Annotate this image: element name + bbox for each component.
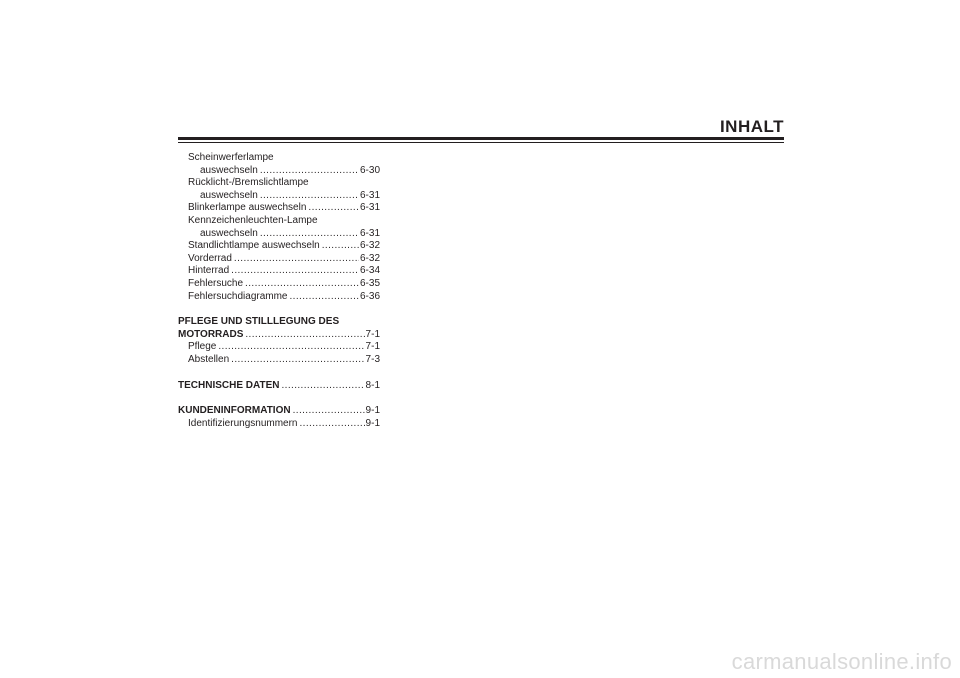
toc-entry-standlicht[interactable]: Standlichtlampe auswechseln ..... 6-32 [178, 240, 380, 253]
page-title: INHALT [719, 117, 784, 136]
toc-entry-fehlersuchdiagramme[interactable]: Fehlersuchdiagramme ..... 6-36 [178, 291, 380, 304]
toc-entry-abstellen[interactable]: Abstellen ..... 7-3 [178, 354, 380, 367]
toc-entry-vorderrad[interactable]: Vorderrad ..... 6-32 [178, 253, 380, 266]
toc-heading-ruecklicht: Rücklicht-/Bremslichtlampe [188, 177, 309, 189]
watermark: carmanualsonline.info [731, 649, 952, 674]
toc-section-kundeninformation[interactable]: KUNDENINFORMATION ..... 9-1 [178, 405, 380, 418]
toc-spacer [178, 392, 380, 405]
header-rule-thin [178, 142, 784, 143]
toc-spacer [178, 367, 380, 380]
toc-heading-kennzeichen: Kennzeichenleuchten-Lampe [188, 214, 318, 226]
toc-entry-scheinwerferlampe[interactable]: auswechseln ..... 6-30 [178, 165, 380, 178]
toc-entry-fehlersuche[interactable]: Fehlersuche ..... 6-35 [178, 278, 380, 291]
table-of-contents [178, 152, 380, 431]
toc-section-pflege-line1: PFLEGE UND STILLLEGUNG DES [178, 316, 340, 328]
toc-entry-kennzeichen[interactable]: auswechseln ..... 6-31 [178, 228, 380, 241]
toc-entry-blinkerlampe[interactable]: Blinkerlampe auswechseln ..... 6-31 [178, 202, 380, 215]
toc-heading-scheinwerferlampe: Scheinwerferlampe [188, 152, 274, 163]
toc-spacer [178, 303, 380, 316]
toc-entry-identifizierungsnummern[interactable]: Identifizierungsnummern ..... 9-1 [178, 418, 380, 431]
toc-entry-ruecklicht[interactable]: auswechseln ..... 6-31 [178, 190, 380, 203]
toc-entry-hinterrad[interactable]: Hinterrad ..... 6-34 [178, 265, 380, 278]
toc-section-pflege[interactable]: MOTORRADS ..... 7-1 [178, 329, 380, 342]
toc-entry-pflege[interactable]: Pflege ..... 7-1 [178, 341, 380, 354]
header-rule-thick [178, 137, 784, 140]
toc-section-technische-daten[interactable]: TECHNISCHE DATEN ..... 8-1 [178, 380, 380, 393]
